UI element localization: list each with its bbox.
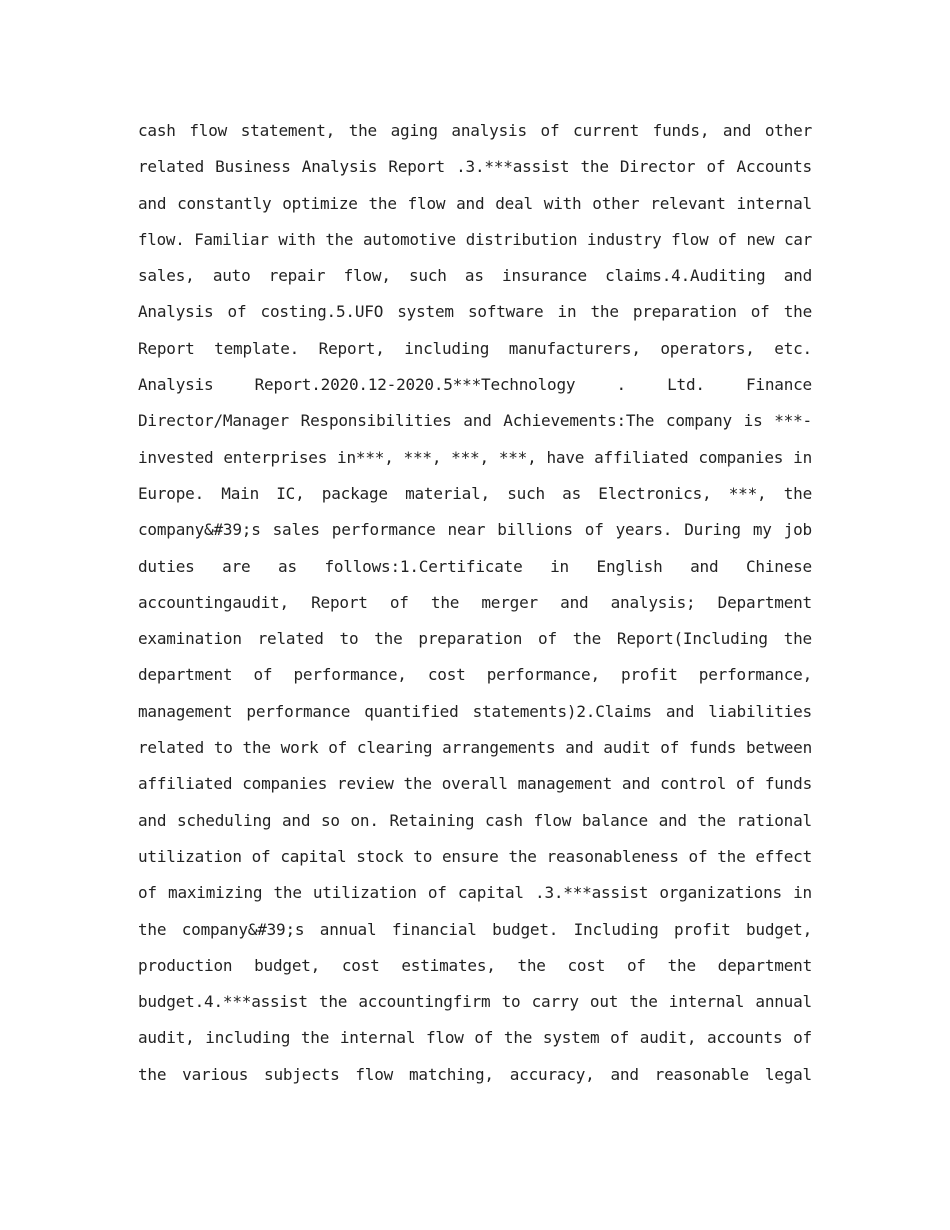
text-line-12: company&#39;s sales performance near billions of years. During my job [138,520,812,540]
text-line-22: of maximizing the utilization of capital .3.***assist organizations in [138,883,812,903]
text-line-3: and constantly optimize the flow and deal with other relevant internal [138,193,812,213]
text-line-7: Report template. Report, including manufacturers, operators, etc. [138,338,812,358]
text-line-6: Analysis of costing.5.UFO system software in the preparation of the [138,302,812,322]
text-line-16: department of performance, cost performance, profit performance, [138,665,812,685]
text-line-15: examination related to the preparation of the Report(Including the [138,629,812,649]
text-line-14: accountingaudit, Report of the merger and analysis; Department [138,592,812,612]
text-line-27: the various subjects flow matching, accuracy, and reasonable legal [138,1064,812,1084]
text-line-23: the company&#39;s annual financial budget. Including profit budget, [138,919,812,939]
text-line-9: Director/Manager Responsibilities and Achievements:The company is ***- [138,411,812,431]
text-line-2: related Business Analysis Report .3.***assist the Director of Accounts [138,157,812,177]
text-line-4: flow. Familiar with the automotive distribution industry flow of new car [138,229,812,249]
text-line-10: invested enterprises in***, ***, ***, ***, have affiliated companies in [138,447,812,467]
text-line-21: utilization of capital stock to ensure the reasonableness of the effect [138,846,812,866]
text-line-26: audit, including the internal flow of the system of audit, accounts of [138,1028,812,1048]
text-line-24: production budget, cost estimates, the cost of the department [138,955,812,975]
text-line-8: Analysis Report.2020.12-2020.5***Technology . Ltd. Finance [138,375,812,395]
text-line-13: duties are as follows:1.Certificate in English and Chinese [138,556,812,576]
text-line-11: Europe. Main IC, package material, such as Electronics, ***, the [138,483,812,503]
body-text [138,113,812,1093]
text-line-1: cash flow statement, the aging analysis of current funds, and other [138,121,812,140]
text-line-19: affiliated companies review the overall management and control of funds [138,774,812,794]
text-line-25: budget.4.***assist the accountingfirm to carry out the internal annual [138,992,812,1012]
text-line-20: and scheduling and so on. Retaining cash flow balance and the rational [138,810,812,830]
text-line-18: related to the work of clearing arrangements and audit of funds between [138,738,812,758]
text-line-17: management performance quantified statements)2.Claims and liabilities [138,701,812,721]
text-line-5: sales, auto repair flow, such as insurance claims.4.Auditing and [138,266,812,286]
